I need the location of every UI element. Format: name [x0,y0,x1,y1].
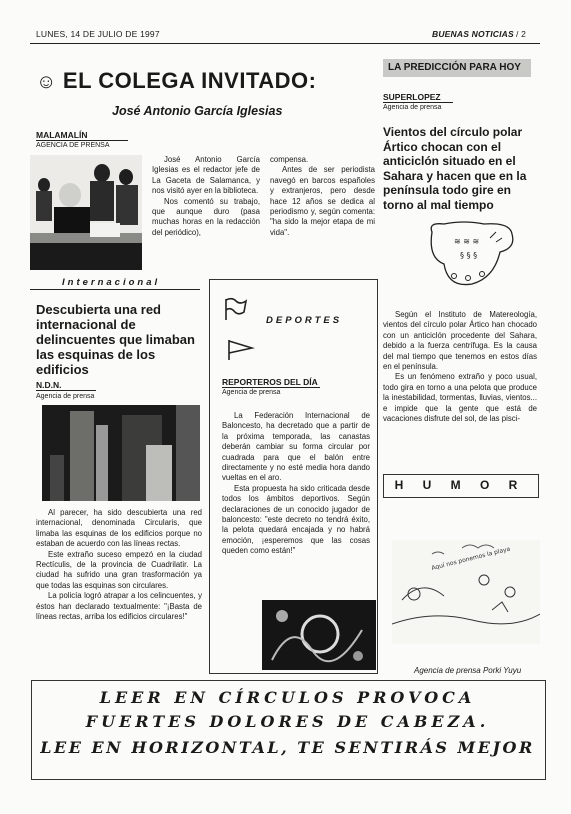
page-number: / 2 [516,29,527,39]
issue-date: LUNES, 14 DE JULIO DE 1997 [36,29,160,39]
deportes-agency-sub: Agencia de prensa [222,389,281,396]
banner-line-1: LEER EN CÍRCULOS PROVOCA [99,688,476,707]
humor-label: H U M O R [394,478,526,492]
deportes-body: La Federación Internacional de Baloncesto, ha decretado que a partir de la próxima temporada, las canastas deberán cambiar su forma circular por cuadrada para que el balón entre directamente y no esté media hora dando vueltas en el aro. Esta propuesta ha sido criticada desde todos los ámbitos deportivos. Según declaraciones de un conocido jugador de baloncesto: "este decreto no tendrá éxito, la pelota quedará encajada y no habrá emoción, ¡esperemos que las cosas queden como están!" [222,411,370,556]
colega-column-2: compensa. Antes de ser periodista navegó en barcos españoles y extranjeros, pero desde hace 12 años se dedica al periodismo y, según comenta: "ha sido la mejor etapa de mi vida". [270,155,375,237]
prediccion-headline: Vientos del círculo polar Ártico chocan con el anticiclón situado en el Sahara y hacen que en la península todo gire en torno al mal tiempo [383,125,527,212]
prediccion-agency-name: SUPERLOPEZ [383,92,441,102]
colega-column-1: José Antonio García Iglesias es el redactor jefe de La Gaceta de Salamanca, y nos visitó ayer en la biblioteca. Nos comentó su trabajo, que aunque duro (pasa muchas horas en la redacción del periódico), [152,155,260,237]
colega-agency-name: MALAMALÍN [36,130,88,140]
svg-text:≋ ≋ ≋: ≋ ≋ ≋ [454,237,480,246]
colega-title: ☺ EL COLEGA INVITADO: [36,68,317,93]
smiley-icon: ☺ [36,71,57,93]
colega-photo [30,155,142,270]
deportes-agency-name: REPORTEROS DEL DÍA [222,377,318,387]
internacional-agency-name: N.D.N. [36,380,62,390]
internacional-agency-sub: Agencia de prensa [36,393,95,400]
flag-icon [222,296,248,327]
newspaper-section: BUENAS NOTICIAS [432,29,514,39]
internacional-body: Al parecer, ha sido descubierta una red internacional, denominada Circularis, que limaba las esquinas de los edificios porque no estaban de acuerdo con las líneas rectas. Este extraño suceso empezó en la ciudad Rectículis, de la provincia de Cuadrilatir. La ciudad ha sufrido una gran trasformación ya que todas las esquinas son circulares. La policía logró atrapar a los celincuentes, y éstos han declarado textualmente: "¡Basta de líneas rectas, arriba los edificios circulares!" [36,508,202,622]
internacional-photo [42,405,200,501]
prediccion-body: Según el Instituto de Matereología, vientos del círculo polar Ártico han chocado con un anticiclón procedente del Sahara, debido a la fuerza centrífuga. Es la causa del mal tiempo que tenemos en estos días en el península. Es un fenómeno extraño y poco usual, todo gira en torno a una pelota que produce la inestabilidad, tormentas, lluvias, vientos... e impide que la gente que está de vacaciones disfrute del sol, de las pisci- [383,310,537,424]
banner-line-2: FUERTES DOLORES DE CABEZA. [85,712,490,731]
prediccion-label: LA PREDICCIÓN PARA HOY [388,62,521,73]
banner-line-3: LEE EN HORIZONTAL, TE SENTIRÁS MEJOR [40,738,535,757]
pennant-icon [226,336,256,367]
deportes-illustration [262,600,376,670]
weather-drawing [424,218,520,295]
internacional-label: Internacional [62,277,161,288]
deportes-label: DEPORTES [266,315,343,326]
humor-credit: Agencia de prensa Porki Yuyu [414,666,522,675]
internacional-headline: Descubierta una red internacional de delincuentes que limaban las esquinas de los edificios [36,302,195,377]
cartoon-caption: Aquí nos ponemos la playa [430,545,511,572]
humor-cartoon [392,540,540,649]
colega-author: José Antonio García Iglesias [112,104,283,118]
svg-text:§ § §: § § § [460,251,478,260]
colega-agency-sub: AGENCIA DE PRENSA [36,142,110,149]
header-rule [30,43,540,44]
prediccion-agency-sub: Agencia de prensa [383,104,442,111]
